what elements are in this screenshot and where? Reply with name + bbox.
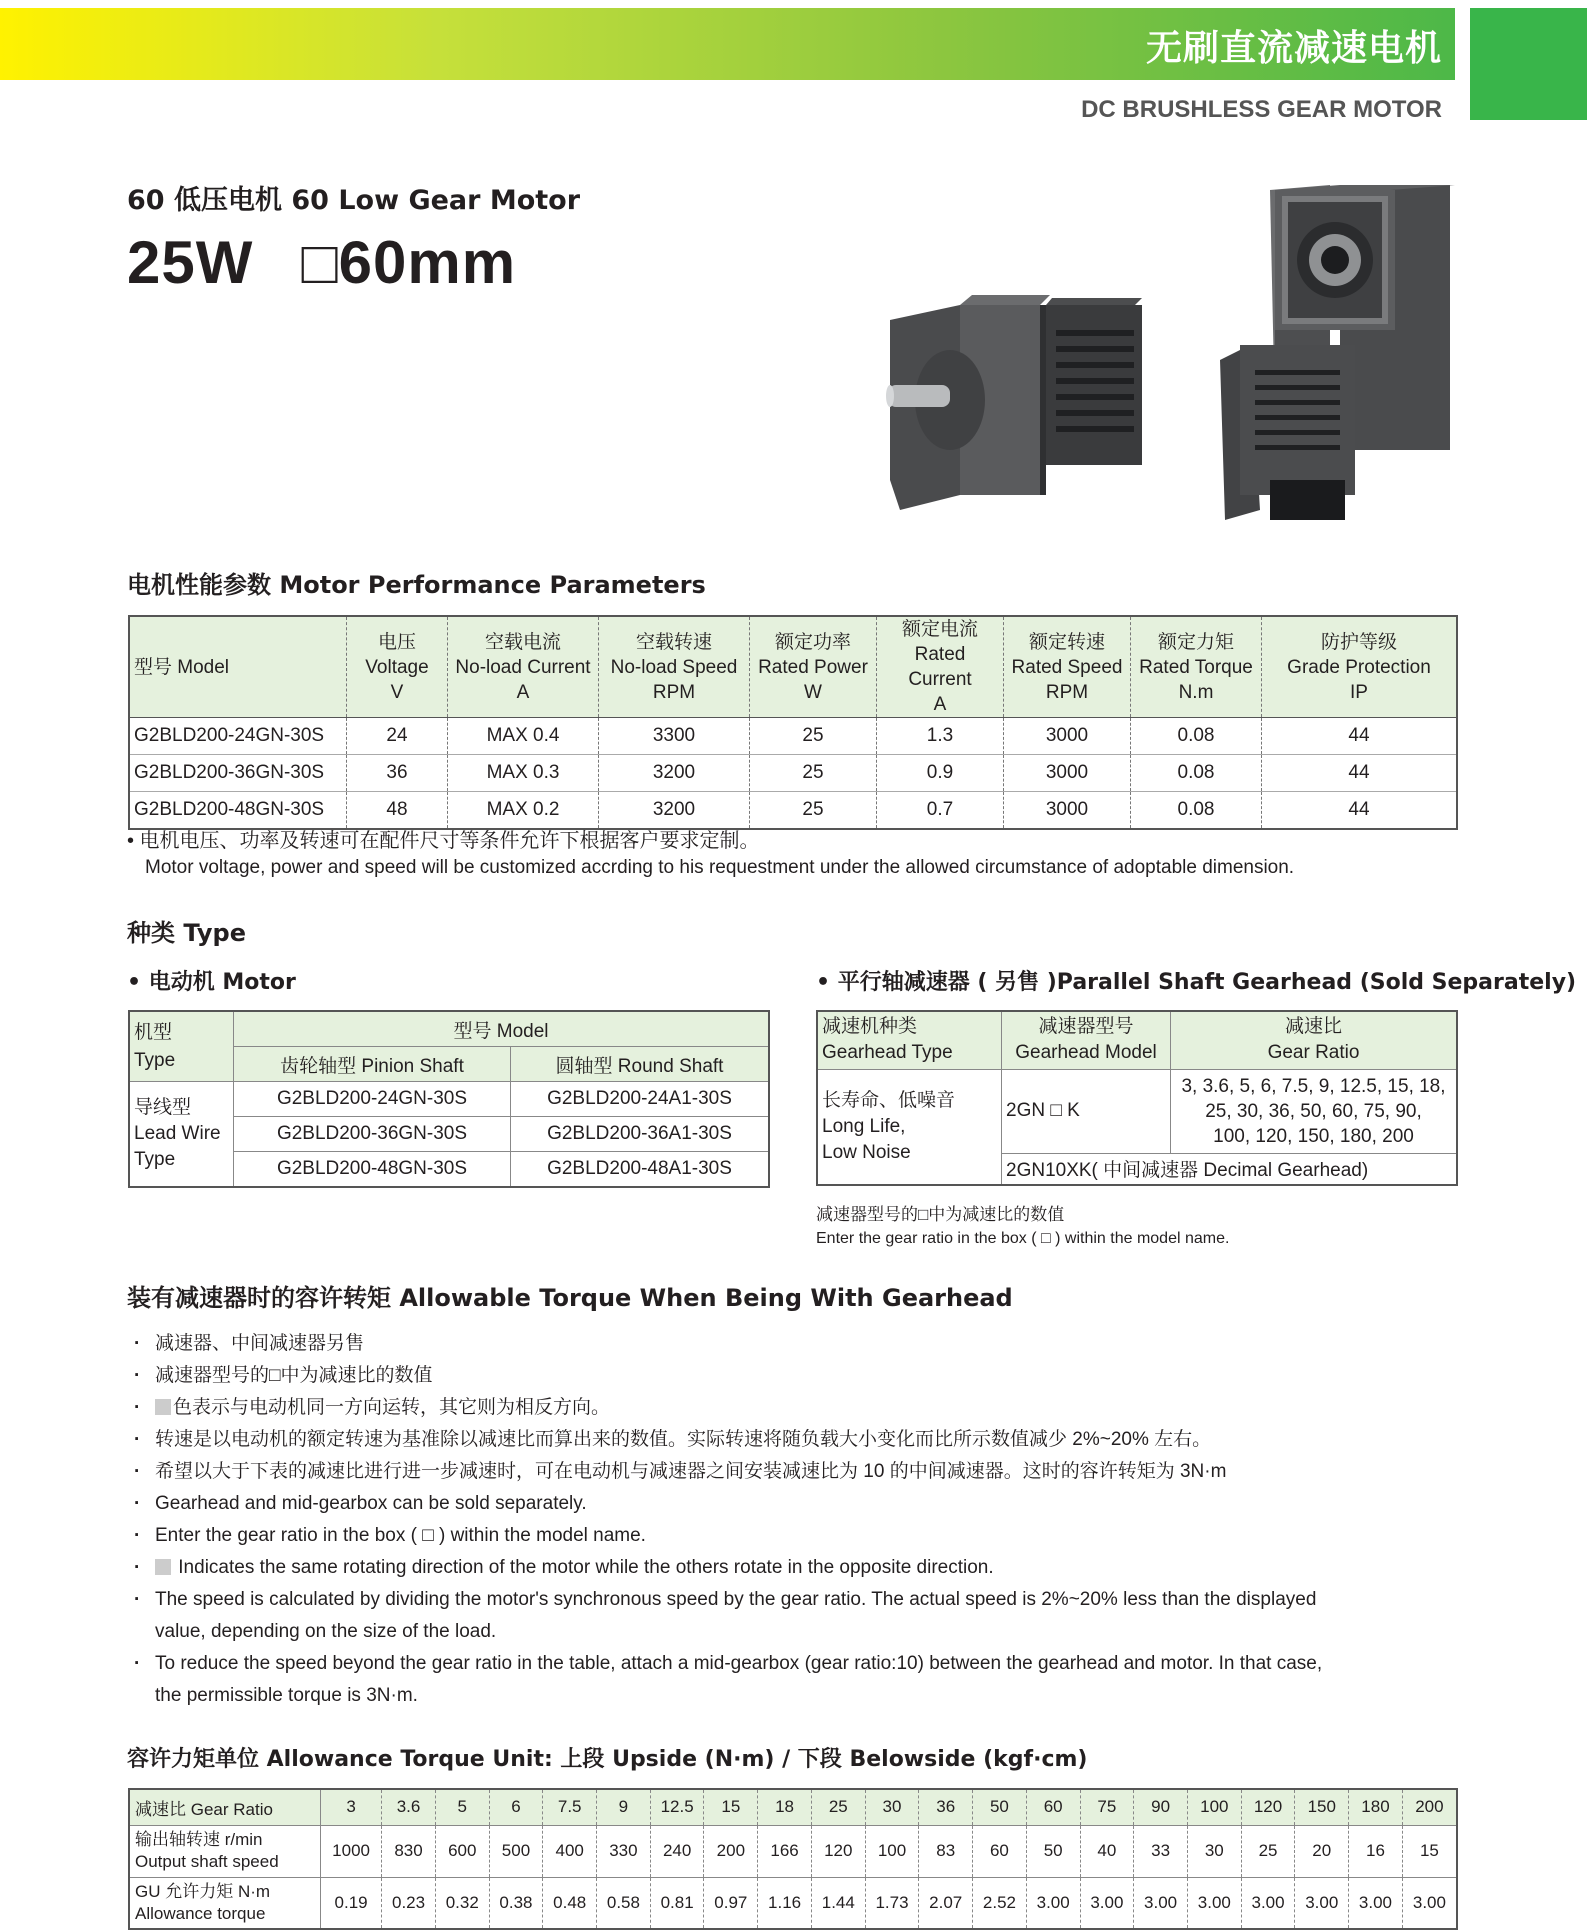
table-cell: 5	[435, 1789, 489, 1825]
table-cell: 400	[543, 1825, 597, 1877]
performance-note-en: Motor voltage, power and speed will be customized accrding to his requestment under the allowed circumstance of adoptable dimension.	[145, 857, 1295, 878]
table-row: G2BLD200-48GN-30S G2BLD200-48A1-30S	[129, 1152, 769, 1188]
table-cell: 40	[1080, 1825, 1134, 1877]
perf-h-rated-power: 额定功率 Rated Power W	[750, 616, 877, 718]
list-item: · 减速器型号的□中为减速比的数值	[130, 1360, 1322, 1392]
motor-model-label: 型号 Model	[234, 1011, 770, 1047]
list-item: · 色表示与电动机同一方向运转，其它则为相反方向。	[130, 1392, 1322, 1424]
speed-row	[129, 1825, 1457, 1877]
motor-photo	[880, 180, 1460, 540]
motor-type-table	[128, 1010, 770, 1188]
type-title: 种类 Type	[127, 919, 246, 947]
gh-decimal-gearhead: 2GN10XK( 中间减速器 Decimal Gearhead)	[1002, 1153, 1458, 1185]
table-cell: 150	[1295, 1789, 1349, 1825]
gray-square-icon	[155, 1399, 171, 1415]
table-cell: 9	[597, 1789, 651, 1825]
pinion-shaft-label: 齿轮轴型 Pinion Shaft	[234, 1047, 511, 1082]
list-item: · The speed is calculated by dividing the motor's synchronous speed by the gear ratio. The actual speed is 2%~20% less than the displayed	[130, 1584, 1322, 1616]
table-cell: 16	[1349, 1825, 1403, 1877]
allowance-title: 容许力矩单位 Allowance Torque Unit: 上段 Upside (N·m) / 下段 Belowside (kgf·cm)	[127, 1747, 1088, 1772]
table-cell: 3.00	[1134, 1877, 1188, 1929]
table-cell: 12.5	[650, 1789, 704, 1825]
product-size: □60mm	[301, 229, 517, 296]
table-cell: 1.73	[865, 1877, 919, 1929]
gh-ratio-value: 3, 3.6, 5, 6, 7.5, 9, 12.5, 15, 18, 25, 30, 36, 50, 60, 75, 90, 100, 120, 150, 180, 200	[1171, 1069, 1458, 1153]
gearhead-type-title: • 平行轴减速器 ( 另售 )Parallel Shaft Gearhead (Sold Separately)	[816, 970, 1577, 995]
table-cell: 83	[919, 1825, 973, 1877]
table-cell: 2.52	[973, 1877, 1027, 1929]
performance-header-row	[129, 616, 1457, 718]
header-green-tab	[1470, 8, 1587, 120]
table-cell: 100	[865, 1825, 919, 1877]
table-cell: 75	[1080, 1789, 1134, 1825]
gearhead-note-en: Enter the gear ratio in the box ( □ ) within the model name.	[816, 1230, 1230, 1247]
table-cell: 60	[973, 1825, 1027, 1877]
table-cell: 200	[1402, 1789, 1457, 1825]
table-cell: 0.58	[597, 1877, 651, 1929]
gray-square-icon	[155, 1559, 171, 1575]
table-cell: 6	[489, 1789, 543, 1825]
table-row: G2BLD200-24GN-30S 24 MAX 0.4 3300 25 1.3 3000 0.08 44	[129, 718, 1457, 755]
table-cell: 0.48	[543, 1877, 597, 1929]
table-cell: 330	[597, 1825, 651, 1877]
table-cell: 3.00	[1026, 1877, 1080, 1929]
round-shaft-label: 圆轴型 Round Shaft	[511, 1047, 770, 1082]
table-cell: 100	[1187, 1789, 1241, 1825]
table-row: G2BLD200-36GN-30S 36 MAX 0.3 3200 25 0.9 3000 0.08 44	[129, 755, 1457, 792]
table-cell: 1.16	[758, 1877, 812, 1929]
allowance-table	[128, 1788, 1458, 1930]
table-cell: 600	[435, 1825, 489, 1877]
table-cell: 200	[704, 1825, 758, 1877]
list-item: · Enter the gear ratio in the box ( □ ) within the model name.	[130, 1520, 1322, 1552]
table-cell: 30	[865, 1789, 919, 1825]
table-cell: 0.32	[435, 1877, 489, 1929]
table-cell: 18	[758, 1789, 812, 1825]
table-cell: 25	[1241, 1825, 1295, 1877]
table-cell: 20	[1295, 1825, 1349, 1877]
table-cell: 25	[811, 1789, 865, 1825]
gearhead-type-table	[816, 1010, 1458, 1186]
product-title	[127, 228, 516, 297]
torque-row	[129, 1877, 1457, 1929]
header-title-en: DC BRUSHLESS GEAR MOTOR	[1081, 96, 1442, 123]
ratio-label: 减速比 Gear Ratio	[129, 1789, 321, 1825]
list-item-continuation: the permissible torque is 3N·m.	[155, 1685, 418, 1706]
gh-model-value: 2GN □ K	[1002, 1069, 1171, 1153]
table-cell: 1.44	[811, 1877, 865, 1929]
product-subtitle: 60 低压电机 60 Low Gear Motor	[127, 185, 581, 216]
list-item: · 减速器、中间减速器另售	[130, 1328, 1322, 1360]
gh-h-ratio: 减速比 Gear Ratio	[1171, 1011, 1458, 1069]
table-cell: 3.00	[1241, 1877, 1295, 1929]
perf-h-rated-torque: 额定力矩 Rated Torque N.m	[1131, 616, 1262, 718]
table-cell: 2.07	[919, 1877, 973, 1929]
table-cell: 15	[1402, 1825, 1457, 1877]
table-cell: 0.38	[489, 1877, 543, 1929]
table-row: G2BLD200-36GN-30S G2BLD200-36A1-30S	[129, 1117, 769, 1152]
table-cell: 3.00	[1349, 1877, 1403, 1929]
motor-type-label: 机型 Type	[129, 1011, 234, 1082]
table-row: 导线型 Lead Wire Type G2BLD200-24GN-30S G2BLD200-24A1-30S	[129, 1082, 769, 1117]
torque-title: 装有减速器时的容许转矩 Allowable Torque When Being With Gearhead	[127, 1284, 1013, 1312]
motor-type-title: • 电动机 Motor	[127, 970, 296, 995]
gearhead-note-cn: 减速器型号的□中为减速比的数值	[816, 1205, 1065, 1224]
speed-label: 输出轴转速 r/min Output shaft speed	[129, 1825, 321, 1877]
gh-type-value: 长寿命、低噪音 Long Life, Low Noise	[817, 1069, 1002, 1185]
table-cell: 0.81	[650, 1877, 704, 1929]
table-cell: 3.6	[382, 1789, 436, 1825]
table-cell: 3	[321, 1789, 382, 1825]
torque-bullets	[130, 1328, 1322, 1712]
list-item: · 希望以大于下表的减速比进行进一步减速时，可在电动机与减速器之间安装减速比为 10 的中间减速器。这时的容许转矩为 3N·m	[130, 1456, 1322, 1488]
performance-note-cn: • 电机电压、功率及转速可在配件尺寸等条件允许下根据客户要求定制。	[127, 830, 760, 852]
table-cell: 500	[489, 1825, 543, 1877]
performance-table	[128, 615, 1458, 830]
table-cell: 120	[811, 1825, 865, 1877]
table-cell: 3.00	[1295, 1877, 1349, 1929]
table-cell: 180	[1349, 1789, 1403, 1825]
perf-h-model: 型号 Model	[129, 616, 347, 718]
table-cell: 0.19	[321, 1877, 382, 1929]
list-item: · Indicates the same rotating direction of the motor while the others rotate in the opposite direction.	[130, 1552, 1322, 1584]
table-cell: 15	[704, 1789, 758, 1825]
gh-h-type: 减速机种类 Gearhead Type	[817, 1011, 1002, 1069]
list-item-continuation: value, depending on the size of the load.	[155, 1621, 497, 1642]
list-item: · Gearhead and mid-gearbox can be sold separately.	[130, 1488, 1322, 1520]
torque-label: GU 允许力矩 N·m Allowance torque	[129, 1877, 321, 1929]
perf-h-grade: 防护等级 Grade Protection IP	[1262, 616, 1458, 718]
table-cell: 30	[1187, 1825, 1241, 1877]
perf-h-noload-speed: 空载转速 No-load Speed RPM	[599, 616, 750, 718]
table-cell: 36	[919, 1789, 973, 1825]
table-cell: 0.23	[382, 1877, 436, 1929]
table-cell: 3.00	[1402, 1877, 1457, 1929]
table-cell: 50	[973, 1789, 1027, 1825]
list-item: · To reduce the speed beyond the gear ratio in the table, attach a mid-gearbox (gear ratio:10) between the gearhead and motor. In that case,	[130, 1648, 1322, 1680]
table-cell: 3.00	[1187, 1877, 1241, 1929]
table-cell: 50	[1026, 1825, 1080, 1877]
table-cell: 33	[1134, 1825, 1188, 1877]
ratio-row	[129, 1789, 1457, 1825]
perf-h-rated-speed: 额定转速 Rated Speed RPM	[1004, 616, 1131, 718]
table-cell: 90	[1134, 1789, 1188, 1825]
perf-h-voltage: 电压 Voltage V	[347, 616, 448, 718]
gh-h-model: 减速器型号 Gearhead Model	[1002, 1011, 1171, 1069]
table-cell: 830	[382, 1825, 436, 1877]
table-cell: 60	[1026, 1789, 1080, 1825]
header-title-cn: 无刷直流减速电机	[1145, 28, 1442, 69]
table-cell: 240	[650, 1825, 704, 1877]
product-power: 25W	[127, 229, 254, 296]
table-cell: 0.97	[704, 1877, 758, 1929]
performance-title: 电机性能参数 Motor Performance Parameters	[127, 571, 706, 599]
lead-wire-label: 导线型 Lead Wire Type	[129, 1082, 234, 1188]
table-cell: 1000	[321, 1825, 382, 1877]
table-row: G2BLD200-48GN-30S 48 MAX 0.2 3200 25 0.7 3000 0.08 44	[129, 792, 1457, 830]
table-cell: 7.5	[543, 1789, 597, 1825]
table-cell: 120	[1241, 1789, 1295, 1825]
perf-h-noload-current: 空载电流 No-load Current A	[448, 616, 599, 718]
table-cell: 3.00	[1080, 1877, 1134, 1929]
table-cell: 166	[758, 1825, 812, 1877]
list-item: · 转速是以电动机的额定转速为基准除以减速比而算出来的数值。实际转速将随负载大小变化而比所示数值减少 2%~20% 左右。	[130, 1424, 1322, 1456]
perf-h-rated-current: 额定电流 Rated Current A	[877, 616, 1004, 718]
